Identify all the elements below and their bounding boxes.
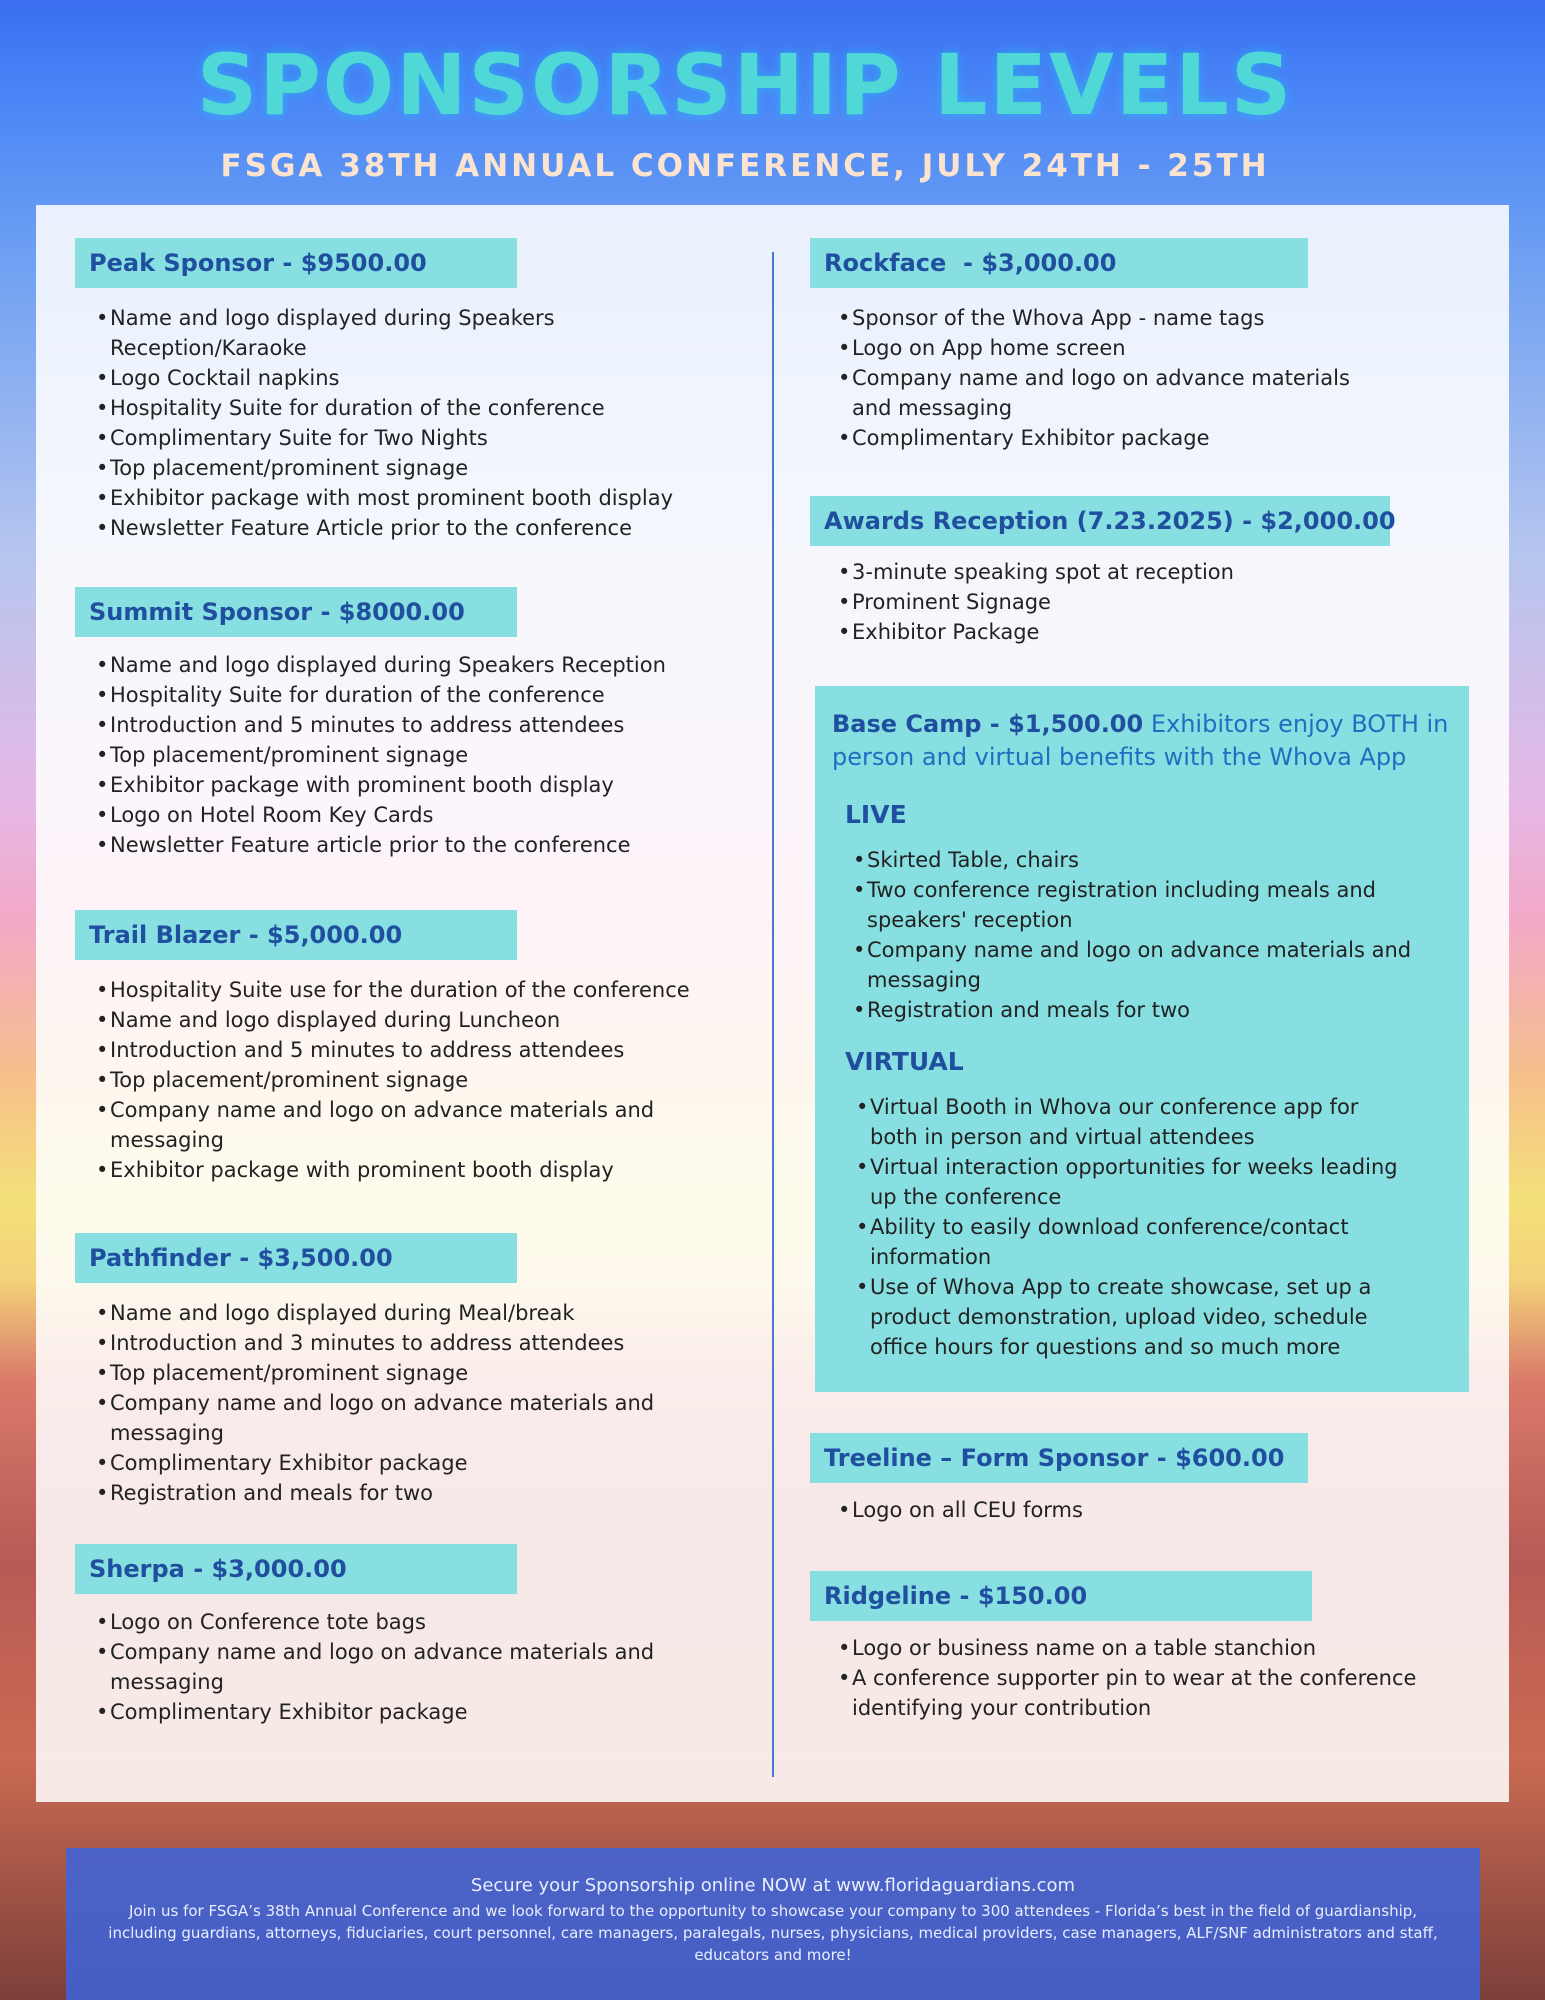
list-item: • Exhibitor package with prominent booth display bbox=[96, 1155, 776, 1185]
list-item: • Top placement/prominent signage bbox=[96, 453, 776, 483]
basecamp-virtual-label: VIRTUAL bbox=[845, 1047, 964, 1076]
tier-list-peak bbox=[96, 303, 776, 543]
list-item: • Skirted Table, chairs bbox=[853, 845, 1463, 875]
list-item: • Virtual interaction opportunities for weeks leading up the conference bbox=[856, 1152, 1466, 1212]
list-item: • Two conference registration including meals and speakers' reception bbox=[853, 875, 1463, 935]
footer-banner bbox=[66, 1848, 1480, 2000]
tier-header-peak: Peak Sponsor - $9500.00 bbox=[75, 238, 517, 288]
list-item: • Logo on App home screen bbox=[838, 333, 1478, 363]
tier-header-treeline: Treeline – Form Sponsor - $600.00 bbox=[810, 1433, 1308, 1483]
basecamp-live-label: LIVE bbox=[845, 800, 907, 829]
basecamp-heading bbox=[832, 708, 1457, 774]
basecamp-live-list bbox=[853, 845, 1463, 1025]
tier-list-treeline bbox=[838, 1495, 1478, 1525]
list-item: • Newsletter Feature Article prior to the conference bbox=[96, 513, 776, 543]
list-item: • Company name and logo on advance materials and messaging bbox=[853, 935, 1463, 995]
list-item: • Complimentary Exhibitor package bbox=[838, 423, 1478, 453]
list-item: • Top placement/prominent signage bbox=[96, 1358, 776, 1388]
list-item: • Complimentary Suite for Two Nights bbox=[96, 423, 776, 453]
list-item: • Company name and logo on advance materials and messaging bbox=[96, 1388, 776, 1448]
list-item: • Logo Cocktail napkins bbox=[96, 363, 776, 393]
list-item: • Exhibitor package with prominent booth display bbox=[96, 770, 776, 800]
list-item: • Hospitality Suite use for the duration of the conference bbox=[96, 975, 776, 1005]
basecamp-virtual-list bbox=[856, 1092, 1466, 1362]
list-item: • Top placement/prominent signage bbox=[96, 740, 776, 770]
list-item: • Use of Whova App to create showcase, set up a product demonstration, upload video, schedule office hours for questions and so much more bbox=[856, 1272, 1466, 1362]
list-item: • Name and logo displayed during Luncheon bbox=[96, 1005, 776, 1035]
tier-list-trail-blazer bbox=[96, 975, 776, 1185]
list-item: • Name and logo displayed during Speakers Reception/Karaoke bbox=[96, 303, 776, 363]
list-item: • Introduction and 5 minutes to address attendees bbox=[96, 1035, 776, 1065]
list-item: • A conference supporter pin to wear at the conference identifying your contribution bbox=[838, 1663, 1478, 1723]
tier-list-pathfinder bbox=[96, 1298, 776, 1508]
list-item: • Logo or business name on a table stanchion bbox=[838, 1633, 1478, 1663]
list-item: • Newsletter Feature article prior to the conference bbox=[96, 830, 776, 860]
list-item: • Introduction and 3 minutes to address attendees bbox=[96, 1328, 776, 1358]
tier-list-sherpa bbox=[96, 1607, 776, 1727]
tier-list-ridgeline bbox=[838, 1633, 1478, 1723]
list-item: • Name and logo displayed during Meal/break bbox=[96, 1298, 776, 1328]
list-item: • Company name and logo on advance materials and messaging bbox=[96, 1095, 776, 1155]
list-item: • Hospitality Suite for duration of the conference bbox=[96, 680, 776, 710]
list-item: • 3-minute speaking spot at reception bbox=[838, 557, 1478, 587]
basecamp-title: Base Camp - $1,500.00 bbox=[832, 710, 1144, 738]
list-item: • Introduction and 5 minutes to address attendees bbox=[96, 710, 776, 740]
list-item: • Name and logo displayed during Speakers Reception bbox=[96, 650, 776, 680]
tier-list-summit bbox=[96, 650, 776, 860]
tier-header-sherpa: Sherpa - $3,000.00 bbox=[75, 1544, 517, 1594]
tier-list-rockface bbox=[838, 303, 1478, 453]
tier-header-awards-reception: Awards Reception (7.23.2025) - $2,000.00 bbox=[810, 496, 1390, 546]
list-item: • Exhibitor Package bbox=[838, 617, 1478, 647]
tier-header-trail-blazer: Trail Blazer - $5,000.00 bbox=[75, 910, 517, 960]
list-item: • Logo on all CEU forms bbox=[838, 1495, 1478, 1525]
basecamp-description: Exhibitors enjoy BOTH in person and virtual benefits with the Whova App bbox=[832, 710, 1449, 771]
list-item: • Top placement/prominent signage bbox=[96, 1065, 776, 1095]
tier-list-awards-reception bbox=[838, 557, 1478, 647]
list-item: • Registration and meals for two bbox=[96, 1478, 776, 1508]
list-item: • Virtual Booth in Whova our conference app for both in person and virtual attendees bbox=[856, 1092, 1466, 1152]
list-item: • Logo on Hotel Room Key Cards bbox=[96, 800, 776, 830]
tier-header-summit: Summit Sponsor - $8000.00 bbox=[75, 587, 517, 637]
footer-cta: Secure your Sponsorship online NOW at www.floridaguardians.com bbox=[470, 1875, 1076, 1896]
list-item: • Logo on Conference tote bags bbox=[96, 1607, 776, 1637]
list-item: • Registration and meals for two bbox=[853, 995, 1463, 1025]
list-item: • Ability to easily download conference/contact information bbox=[856, 1212, 1466, 1272]
footer-body: Join us for FSGA’s 38th Annual Conference and we look forward to the opportunity to showcase your company to 300 attendees - Florida’s best in the field of guardianship, including guardians, attorneys, fiduciaries, court personnel, care managers, paralegals, nurses, physicians, medical providers, case managers, ALF/SNF administrators and staff, educators and more! bbox=[108, 1902, 1438, 1964]
list-item: • Company name and logo on advance materials and messaging bbox=[838, 363, 1478, 423]
tier-header-pathfinder: Pathfinder - $3,500.00 bbox=[75, 1233, 517, 1283]
tier-header-rockface: Rockface - $3,000.00 bbox=[810, 238, 1308, 288]
list-item: • Complimentary Exhibitor package bbox=[96, 1448, 776, 1478]
list-item: • Complimentary Exhibitor package bbox=[96, 1697, 776, 1727]
list-item: • Hospitality Suite for duration of the conference bbox=[96, 393, 776, 423]
page-title: SPONSORSHIP LEVELS bbox=[196, 36, 1294, 134]
list-item: • Exhibitor package with most prominent booth display bbox=[96, 483, 776, 513]
list-item: • Company name and logo on advance materials and messaging bbox=[96, 1637, 776, 1697]
list-item: • Prominent Signage bbox=[838, 587, 1478, 617]
tier-header-ridgeline: Ridgeline - $150.00 bbox=[810, 1571, 1312, 1621]
page-subtitle: FSGA 38TH ANNUAL CONFERENCE, JULY 24TH - 25TH bbox=[220, 148, 1270, 184]
list-item: • Sponsor of the Whova App - name tags bbox=[838, 303, 1478, 333]
